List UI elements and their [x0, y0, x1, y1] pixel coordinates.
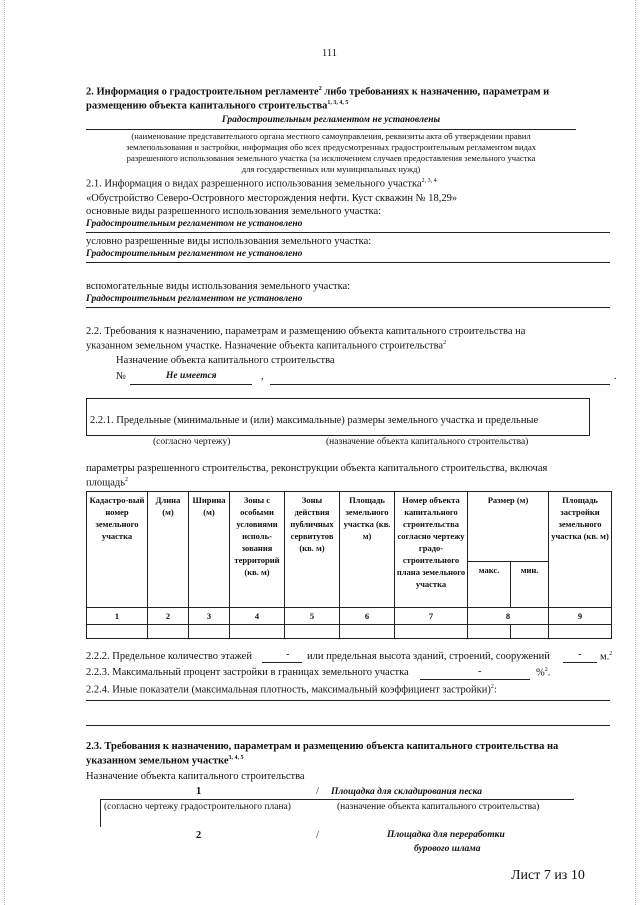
regulation-note-2: землепользования и застройки, информация обо всех предусмотренных градостроительным регламентом видах	[125, 142, 537, 152]
col-number-5: 5	[285, 608, 340, 625]
height-underline	[563, 662, 597, 663]
conditional-uses-label: условно разрешенные виды использования земельного участка:	[86, 236, 372, 247]
col-number-8: 8	[468, 608, 549, 625]
other-params-line-2	[86, 725, 610, 726]
section-2-title-line-2	[86, 100, 348, 112]
header-plot-area: Площадь земельного участка (кв. м)	[340, 492, 395, 608]
auxiliary-uses-label: вспомогательные виды использования земельного участка:	[86, 281, 351, 292]
section-2-2-title-2-sup: 2	[443, 340, 447, 346]
number-comma: ,	[261, 371, 264, 382]
section-2-title-a-sup: 2	[318, 86, 322, 92]
section-2-3-title-2	[86, 755, 244, 767]
params-line-2-sup: 2	[125, 477, 128, 483]
col-number-2: 2	[148, 608, 189, 625]
auxiliary-uses-value: Градостроительным регламентом не установлено	[86, 294, 303, 304]
col-number-3: 3	[189, 608, 230, 625]
table-empty-cell	[87, 625, 148, 639]
section-2-2-2-label-a: 2.2.2. Предельное количество этажей	[86, 651, 252, 662]
section-2-2-4-sup: 2	[490, 684, 494, 690]
header-size: Размер (м)	[468, 492, 549, 562]
table-empty-cell	[468, 625, 511, 639]
header-special-zones: Зоны с особыми условиями исполь-зования территорий (кв. м)	[230, 492, 285, 608]
coverage-period: .	[547, 667, 551, 679]
col-number-9: 9	[549, 608, 612, 625]
section-2-2-2-label-b: или предельная высота зданий, строений, сооружений	[307, 651, 550, 662]
coverage-underline	[420, 679, 530, 680]
section-2-title-a: 2. Информация о градостроительном регламенте	[86, 86, 319, 98]
section-2-2-title-1: 2.2. Требования к назначению, параметрам и размещению объекта капитального строительства на	[86, 326, 526, 337]
number-underline	[130, 384, 252, 385]
col-number-1: 1	[87, 608, 148, 625]
table-empty-cell	[511, 625, 549, 639]
table-empty-cell	[148, 625, 189, 639]
section-2-3-title-2-text: указанном земельном участке	[86, 755, 229, 767]
purpose-label: Назначение объекта капитального строительства	[116, 355, 335, 366]
purpose-underline	[270, 384, 610, 385]
header-object-number: Номер объекта капитального строительства согласно чертежу градо-строительного плана земельного участка	[395, 492, 468, 608]
table-empty-cell	[340, 625, 395, 639]
section-2-3-purpose-label: Назначение объекта капитального строительства	[86, 771, 305, 782]
header-length: Длина (м)	[148, 492, 189, 608]
section-2-1-title-text: 2.1. Информация о видах разрешенного использования земельного участка	[86, 178, 422, 190]
caption-object-purpose: (назначение объекта капитального строительства)	[326, 437, 529, 447]
regulation-underline	[86, 129, 576, 130]
page-number: 111	[322, 48, 337, 59]
section-2-title	[86, 86, 549, 98]
section-2-2-4-text: 2.2.4. Иные показатели (максимальная плотность, максимальный коэффициент застройки)	[86, 684, 491, 696]
auxiliary-uses-underline	[86, 307, 610, 308]
section-2-1-title	[86, 178, 437, 190]
parameters-table	[86, 491, 612, 639]
object-1-bracket	[100, 799, 101, 827]
col-number-7: 7	[395, 608, 468, 625]
section-2-3-title-2-sup: 3, 4, 5	[228, 755, 244, 761]
object-2-number: 2	[196, 830, 202, 841]
header-servitude-zones: Зоны действия публичных сервитутов (кв. м)	[285, 492, 340, 608]
object-2-slash: /	[316, 830, 319, 841]
object-1-slash: /	[316, 786, 319, 797]
section-2-3-title-1: 2.3. Требования к назначению, параметрам и размещению объекта капитального строительства на	[86, 741, 559, 752]
regulation-note-3: разрешенного использования земельного участка (за исключением случаев предоставления земельного участка	[126, 153, 536, 163]
table-empty-cell	[395, 625, 468, 639]
params-line-1: параметры разрешенного строительства, реконструкции объекта капитального строительства, включая	[86, 463, 548, 474]
scan-edge-right	[633, 0, 636, 905]
caption-drawing: (согласно чертежу)	[153, 437, 231, 447]
regulation-value: Градостроительным регламентом не установлены	[221, 115, 441, 125]
table-empty-cell	[285, 625, 340, 639]
object-1-underline	[100, 799, 574, 800]
number-value: Не имеется	[166, 371, 217, 381]
section-2-title-b: либо требованиях к назначению, параметрам и	[324, 86, 550, 98]
header-size-min: мин.	[511, 562, 549, 608]
conditional-uses-value: Градостроительным регламентом не установлено	[86, 249, 303, 259]
header-built-area: Площадь застройки земельного участка (кв. м)	[549, 492, 612, 608]
col-number-4: 4	[230, 608, 285, 625]
number-symbol: №	[116, 371, 127, 382]
params-line-2	[86, 477, 128, 489]
scan-edge-left	[4, 0, 7, 905]
section-2-2-4-label	[86, 684, 497, 696]
coverage-value: -	[478, 666, 482, 677]
table-empty-cell	[189, 625, 230, 639]
purpose-period: .	[614, 371, 617, 382]
other-params-line-1	[86, 700, 610, 701]
object-1-purpose: Площадка для складирования песка	[331, 787, 482, 797]
header-size-max: макс.	[468, 562, 511, 608]
regulation-note-4: для государственных или муниципальных нужд)	[241, 164, 421, 174]
section-2-2-title-2	[86, 340, 446, 352]
params-line-2-text: площадь	[86, 477, 125, 489]
conditional-uses-underline	[86, 262, 610, 263]
table-empty-cell	[549, 625, 612, 639]
height-unit-text: м.	[600, 651, 610, 663]
section-2-2-4-colon: :	[493, 684, 497, 696]
col-number-6: 6	[340, 608, 395, 625]
object-2-purpose-line-1: Площадка для переработки	[387, 830, 505, 840]
section-2-2-3-label: 2.2.3. Максимальный процент застройки в границах земельного участка	[86, 667, 409, 678]
main-uses-underline	[86, 232, 610, 233]
object-1-caption-drawing: (согласно чертежу градостроительного плана)	[104, 802, 291, 812]
section-2-title-c-sup: 1, 3, 4, 5	[327, 100, 349, 106]
section-2-title-c: размещению объекта капитального строительства	[86, 100, 328, 112]
section-2-2-1-title: 2.2.1. Предельные (минимальные и (или) максимальные) размеры земельного участка и предельные	[90, 415, 539, 426]
table-empty-cell	[230, 625, 285, 639]
header-cadastral-number: Кадастро-вый номер земельного участка	[87, 492, 148, 608]
sheet-number: Лист 7 из 10	[511, 868, 585, 883]
floors-underline	[262, 662, 302, 663]
object-name: «Обустройство Северо-Островного месторождения нефти. Куст скважин № 18,29»	[86, 193, 458, 204]
regulation-note-1: (наименование представительного органа местного самоуправления, реквизиты акта об утверждении правил	[131, 131, 531, 141]
object-1-number: 1	[196, 786, 202, 797]
main-uses-label: основные виды разрешенного использования земельного участка:	[86, 206, 382, 217]
floors-value: -	[286, 649, 290, 660]
main-uses-value: Градостроительным регламентом не установлено	[86, 219, 303, 229]
coverage-unit-text: %	[536, 667, 545, 679]
section-2-1-title-sup: 2, 3, 4	[421, 178, 437, 184]
object-1-caption-purpose: (назначение объекта капитального строительства)	[337, 802, 540, 812]
section-2-2-title-2-text: указанном земельном участке. Назначение объекта капитального строительства	[86, 340, 444, 352]
object-2-purpose-line-2: бурового шлама	[414, 844, 481, 854]
coverage-unit-sup: 2	[544, 667, 548, 673]
height-value: -	[578, 649, 582, 660]
coverage-unit	[536, 667, 550, 679]
header-width: Ширина (м)	[189, 492, 230, 608]
height-unit	[600, 651, 612, 663]
height-unit-sup: 2	[609, 651, 613, 657]
